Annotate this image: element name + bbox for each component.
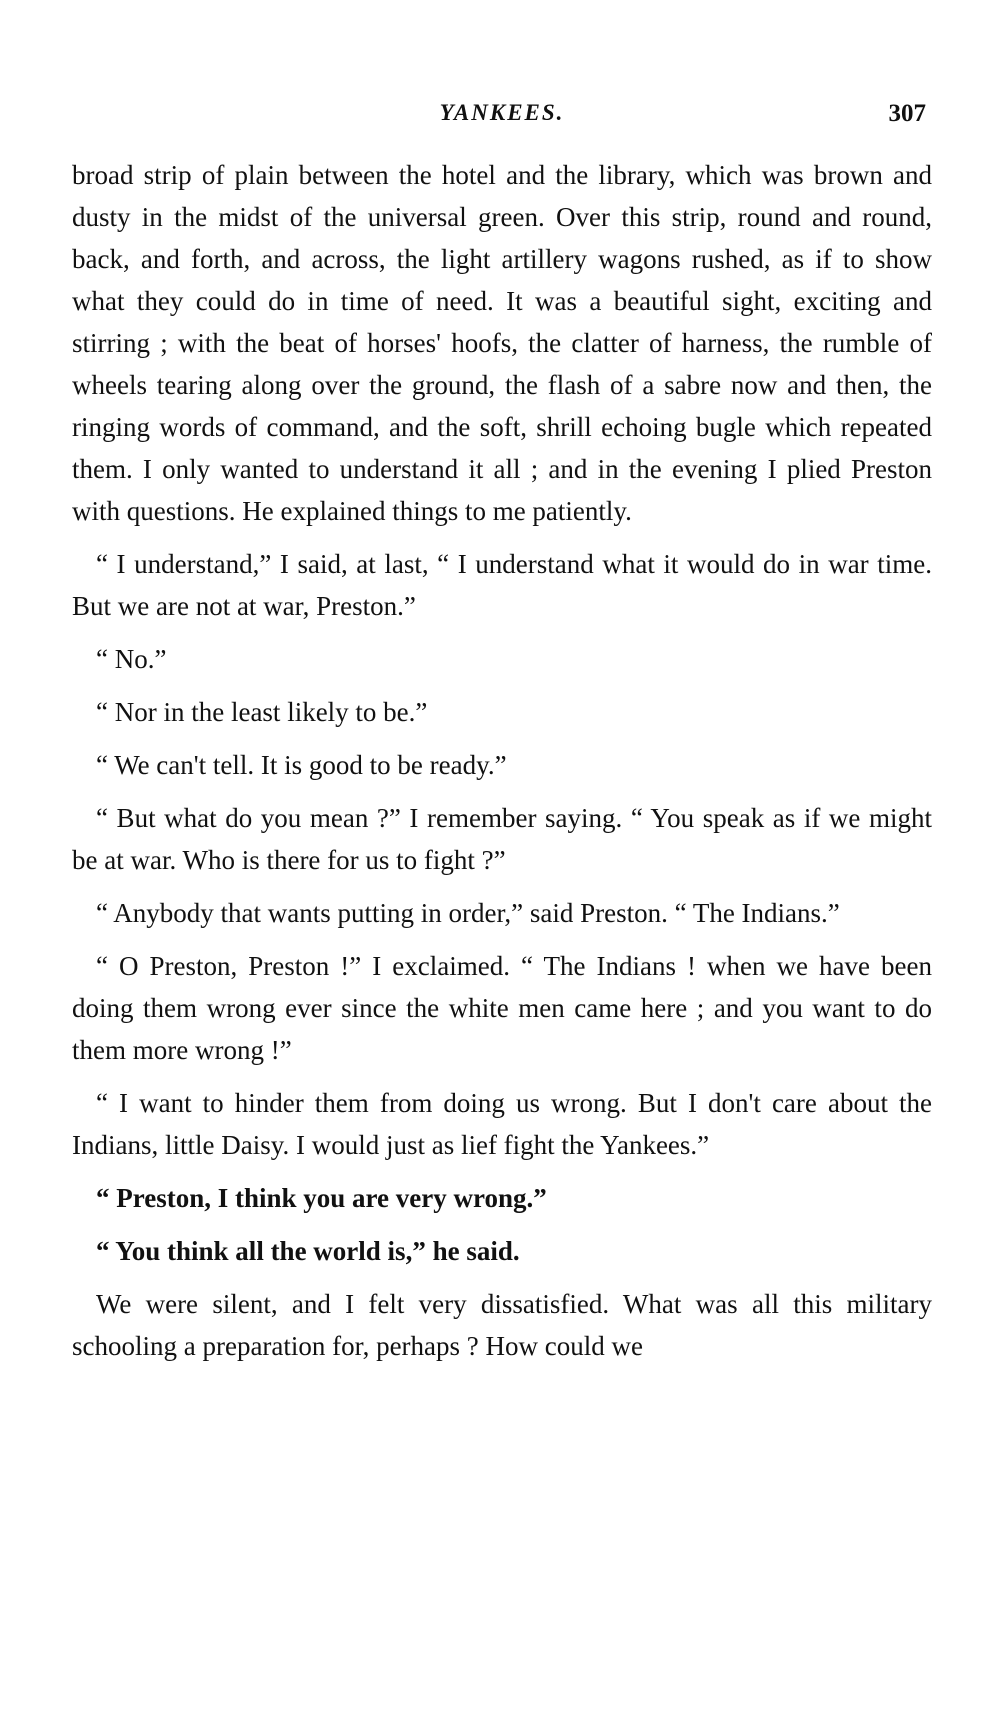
paragraph: “ I want to hinder them from doing us wrong. But I don't care about the Indians, little Daisy. I would just as lief fight the Yankees.” bbox=[72, 1088, 932, 1160]
paragraph: “ Preston, I think you are very wrong.” bbox=[96, 1183, 547, 1213]
paragraph: “ Nor in the least likely to be.” bbox=[96, 697, 428, 727]
paragraph: “ Anybody that wants putting in order,” said Preston. “ The Indians.” bbox=[96, 898, 840, 928]
paragraph: broad strip of plain between the hotel and the library, which was brown and dusty in the midst of the universal green. Over this strip, round and round, back, and forth, and across, the light artillery wagons rushed, as if to show what they could do in time of need. It was a beautiful sight, exciting and stirring ; with the beat of horses' hoofs, the clatter of harness, the rumble of wheels tearing along over the ground, the flash of a sabre now and then, the ringing words of command, and the soft, shrill echoing bugle which repeated them. I only wanted to understand it all ; and in the evening I plied Preston with questions. He explained things to me patiently. bbox=[72, 160, 932, 526]
paragraph: “ O Preston, Preston !” I exclaimed. “ The Indians ! when we have been doing them wrong ever since the white men came here ; and you want to do them more wrong !” bbox=[72, 951, 932, 1065]
paragraph: “ No.” bbox=[96, 644, 167, 674]
body-text bbox=[72, 154, 932, 1367]
running-title: YANKEES. bbox=[439, 100, 565, 125]
paragraph: “ I understand,” I said, at last, “ I understand what it would do in war time. But we are not at war, Preston.” bbox=[72, 549, 932, 621]
running-head bbox=[72, 100, 932, 140]
paragraph: “ You think all the world is,” he said. bbox=[96, 1236, 520, 1266]
paragraph: “ We can't tell. It is good to be ready.” bbox=[96, 750, 507, 780]
page-number: 307 bbox=[888, 100, 926, 127]
paragraph: “ But what do you mean ?” I remember saying. “ You speak as if we might be at war. Who is there for us to fight ?” bbox=[72, 803, 932, 875]
paragraph: We were silent, and I felt very dissatisfied. What was all this military schooling a preparation for, perhaps ? How could we bbox=[72, 1289, 932, 1361]
